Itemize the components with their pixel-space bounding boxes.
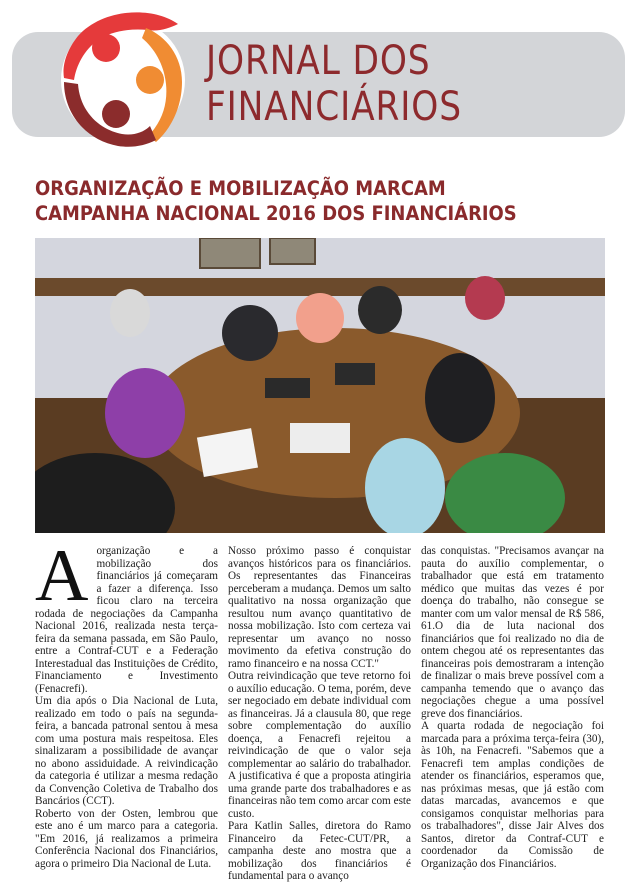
laptop-1	[265, 378, 310, 398]
masthead-line-1: JORNAL DOS	[206, 38, 431, 84]
headline-line-2: CAMPANHA NACIONAL 2016 DOS FINANCIÁRIOS	[35, 202, 517, 225]
wall-frame-1	[200, 238, 260, 268]
person-pink-sweater	[296, 293, 344, 343]
logo-maroon-head	[102, 100, 130, 128]
wall-frame-2	[270, 238, 315, 264]
person-purple-shirt	[105, 368, 185, 458]
person-back-1	[222, 305, 278, 361]
headline-line-1: ORGANIZAÇÃO E MOBILIZAÇÃO MARCAM	[35, 177, 446, 200]
article-photo	[35, 238, 605, 533]
article-column-1	[35, 535, 218, 883]
article-headline	[35, 176, 625, 226]
person-dark-suit	[425, 353, 495, 443]
paragraph: Roberto von der Osten, lembrou que este ano é um marco para a categoria. "Em 2016, já realizamos a primeira Conferência Nacional dos Financiários, agora o primeiro Dia Nacional de Luta.	[35, 807, 218, 870]
masthead-title	[206, 38, 504, 130]
logo-red-head	[92, 34, 120, 62]
paragraph: Para Katlin Salles, diretora do Ramo Financeiro da Fetec-CUT/PR, a campanha deste ano mostra que a mobilização dos financiários é fundamental para o avanço	[228, 820, 411, 882]
paragraph: Outra reivindicação que teve retorno foi o auxílio educação. O tema, porém, deve ser negociado em debate individual com as financeiras. Já a clausula 80, que rege sobre complementação do auxílio doença, a Fenacrefi rejeitou a reivindicação de que o valor seja complementar ao salário do trabalhador. A justificativa é que a proposta atingiria uma grande parte dos trabalhadores e as financeiras não tem como arcar com este custo.	[228, 670, 411, 820]
article-body	[35, 535, 605, 883]
paragraph: A quarta rodada de negociação foi marcada para a próxima terça-feira (30), às 10h, na Fenacrefi. "Sabemos que a Fenacrefi tem amplas condições de atender os financiários, esperamos que, nas próximas mesas, que já estão com datas marcadas, avancemos e que consigamos conquistar melhorias para os trabalhadores", disse Jair Alves dos Santos, diretor da Contraf-CUT e coordenador da Comissão de Organização dos Financiários.	[421, 720, 604, 870]
paper-2	[290, 423, 350, 453]
article-column-3	[421, 545, 604, 883]
person-back-2	[358, 286, 402, 334]
paragraph: Nosso próximo passo é conquistar avanços históricos para os financiários. Os representantes das Financeiras perceberam a mudança. Demos um salto qualitativo na nossa organização que resultou num avanço quantitativo de nossa mobilização. Isto com certeza vai representar um avanço no nosso movimento da efetiva construção do ramo financeiro e na nossa CCT."	[228, 545, 411, 670]
logo-orange-head	[136, 66, 164, 94]
paragraph: das conquistas. "Precisamos avançar na pauta do auxílio complementar, o trabalhador que está em tratamento médico que muitas das vezes é por doença do trabalho, não consegue se manter com um valor mensal de R$ 586, 61.O dia de luta nacional dos financiários que foi realizado no dia de ontem chegou até os representantes das financeiras pois demostraram a intenção de finalizar o mais breve possível com a campanha temendo que o avanço das negociações chegue a uma possível greve dos financiários.	[421, 545, 604, 720]
article-column-2	[228, 545, 411, 883]
paragraph	[35, 535, 218, 695]
masthead-line-2: FINANCIÁRIOS	[206, 84, 462, 130]
logo-icon	[58, 6, 188, 154]
meeting-photo-illustration	[35, 238, 605, 533]
drop-cap: A	[35, 535, 89, 617]
laptop-2	[335, 363, 375, 385]
person-checkered-shirt	[110, 289, 150, 337]
person-plaid-shirt	[465, 276, 505, 320]
paragraph: Um dia após o Dia Nacional de Luta, realizado em todo o país na segunda-feira, a bancada patronal sentou à mesa com uma postura mais respeitosa. Eles sinalizaram a possibilidade de avançar no abono assiduidade. A reivindicação da categoria é utilizar a mesma redação da Convenção Coletiva de Trabalho dos Bancários (CCT).	[35, 695, 218, 807]
paragraph-text: organização e a mobilização dos financiários já começaram a fazer a diferença. Isso ficou claro na terceira rodada de negociações da Campanha Nacional 2016, realizada nesta terça-feira da semana passada, em São Paulo, entre a Contraf-CUT e a Federação Interestadual das Instituições de Crédito, Financiamento e Investimento (Fenacrefi).	[35, 545, 218, 695]
